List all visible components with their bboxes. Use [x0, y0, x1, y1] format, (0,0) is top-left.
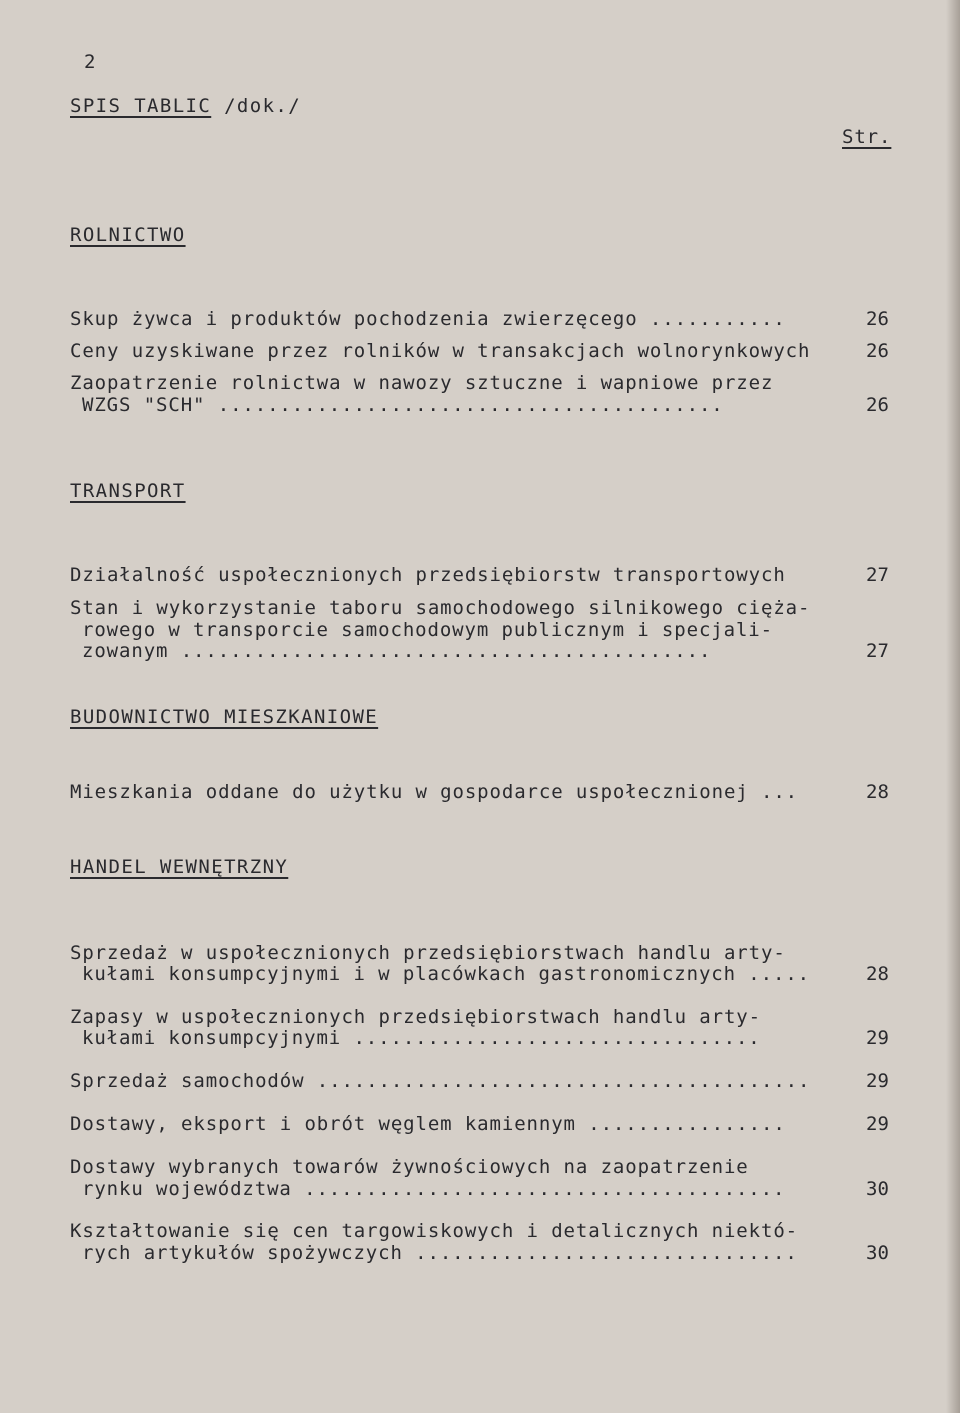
section-heading-rolnictwo: ROLNICTWO [70, 224, 186, 246]
toc-entry-line: Zapasy w uspołecznionych przedsiębiorstwach handlu arty- [70, 1006, 761, 1028]
section-heading-handel: HANDEL WEWNĘTRZNY [70, 856, 289, 878]
toc-entry-line: Kształtowanie się cen targowiskowych i detalicznych niektó- [70, 1220, 798, 1242]
toc-entry-page: 30 [866, 1242, 889, 1264]
document-title [70, 96, 301, 117]
toc-entry-line: WZGS "SCH" ......................................... [82, 394, 724, 416]
toc-entry-line: Skup żywca i produktów pochodzenia zwierzęcego ........... [70, 308, 786, 330]
title-text: SPIS TABLIC [70, 95, 212, 117]
toc-entry-line: kułami konsumpcyjnymi i w placówkach gastronomicznych ..... [82, 963, 810, 985]
toc-entry-line: rynku województwa ....................................... [82, 1178, 786, 1200]
toc-entry-line: Dostawy, eksport i obrót węglem kamiennym ................ [70, 1113, 786, 1135]
page-number: 2 [84, 51, 96, 73]
toc-entry-line: Dostawy wybranych towarów żywnościowych na zaopatrzenie [70, 1156, 749, 1178]
toc-entry-page: 28 [866, 781, 889, 803]
toc-entry-line: rowego w transporcie samochodowym publicznym i specjali- [82, 619, 773, 641]
toc-entry-page: 30 [866, 1178, 889, 1200]
toc-entry-line: zowanym ........................................... [82, 640, 712, 662]
toc-entry-page: 29 [866, 1027, 889, 1049]
toc-entry-line: Działalność uspołecznionych przedsiębiorstw transportowych [70, 564, 786, 586]
toc-entry-line: Sprzedaż samochodów ........................................ [70, 1070, 811, 1092]
toc-entry-page: 29 [866, 1070, 889, 1092]
toc-entry-line: Mieszkania oddane do użytku w gospodarce uspołecznionej ... [70, 781, 798, 803]
toc-entry-line: rych artykułów spożywczych ............................... [82, 1242, 798, 1264]
toc-entry-line: kułami konsumpcyjnymi ................................. [82, 1027, 761, 1049]
toc-entry-page: 27 [866, 564, 889, 586]
toc-entry-page: 26 [866, 340, 889, 362]
toc-entry-line: Ceny uzyskiwane przez rolników w transakcjach wolnorynkowych [70, 340, 811, 362]
toc-entry-line: Sprzedaż w uspołecznionych przedsiębiorstwach handlu arty- [70, 942, 786, 964]
title-suffix: /dok./ [211, 95, 302, 117]
str-column-label: Str. [842, 126, 892, 148]
toc-entry-page: 27 [866, 640, 889, 662]
toc-entry-page: 28 [866, 963, 889, 985]
toc-entry-page: 26 [866, 394, 889, 416]
toc-entry-line: Stan i wykorzystanie taboru samochodowego silnikowego cięża- [70, 597, 811, 619]
toc-entry-page: 26 [866, 308, 889, 330]
page-edge-shadow [946, 0, 960, 1413]
toc-entry-line: Zaopatrzenie rolnictwa w nawozy sztuczne i wapniowe przez [70, 372, 774, 394]
section-heading-transport: TRANSPORT [70, 480, 186, 502]
toc-entry-page: 29 [866, 1113, 889, 1135]
section-heading-budownictwo: BUDOWNICTWO MIESZKANIOWE [70, 706, 379, 728]
